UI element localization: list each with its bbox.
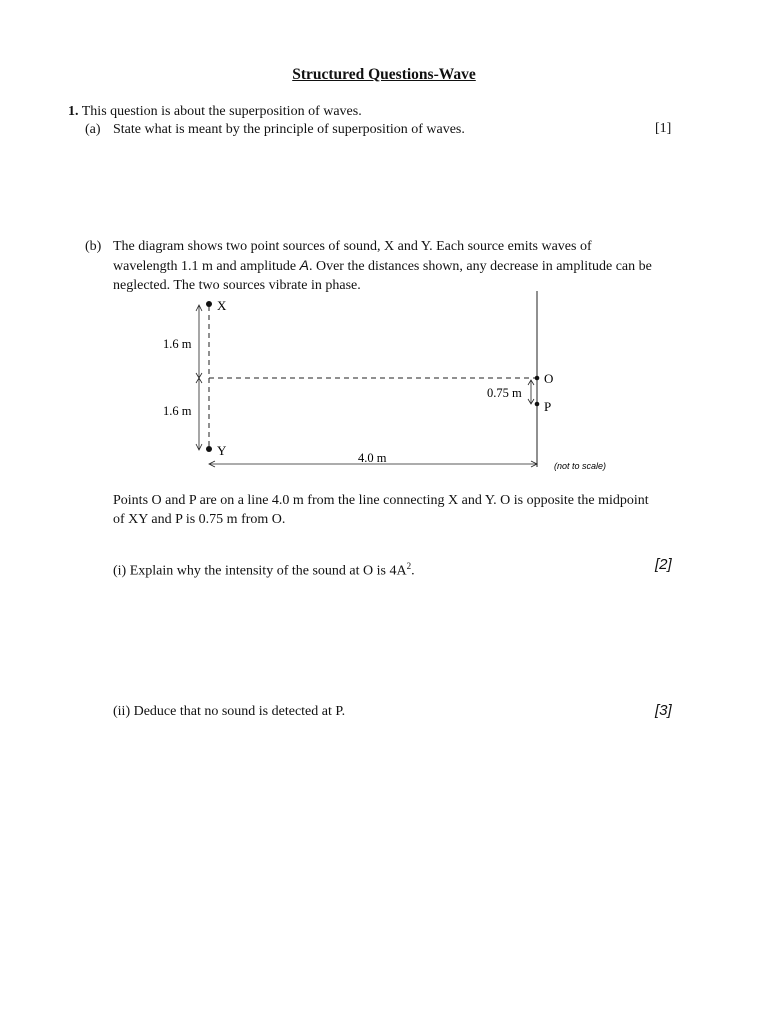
sources-diagram xyxy=(0,285,768,485)
part-a-text: State what is meant by the principle of superposition of waves. xyxy=(113,122,465,137)
point-p-dot xyxy=(535,402,540,407)
part-b-line-1: The diagram shows two point sources of sound, X and Y. Each source emits waves of xyxy=(113,239,592,254)
source-y-dot xyxy=(206,446,212,452)
question-1-intro xyxy=(68,103,362,121)
label-o: O xyxy=(544,371,554,386)
subquestion-i-text: (i) Explain why the intensity of the sound at O is 4A xyxy=(113,563,407,579)
subquestion-i-sup: 2 xyxy=(406,561,412,571)
part-b-line-2: wavelength 1.1 m and amplitude A. Over the distances shown, any decrease in amplitude can be xyxy=(113,257,652,274)
part-b-line-3: neglected. The two sources vibrate in phase. xyxy=(113,278,361,293)
subquestion-ii-text: (ii) Deduce that no sound is detected at P. xyxy=(113,704,346,719)
subquestion-i-marks: [2] xyxy=(655,556,672,573)
subquestion-i: (i) Explain why the intensity of the sound at O is $4A^2$. xyxy=(113,561,415,579)
points-line-1: Points O and P are on a line 4.0 m from the line connecting X and Y. O is opposite the midpoint xyxy=(113,493,649,508)
point-o-dot xyxy=(535,376,540,381)
label-dist-lower: 1.6 m xyxy=(163,404,192,418)
subquestion-ii-marks: [3] xyxy=(655,702,672,719)
label-x: X xyxy=(217,298,227,313)
source-x-dot xyxy=(206,301,212,307)
label-dist-upper: 1.6 m xyxy=(163,337,192,351)
points-line-2: of XY and P is 0.75 m from O. xyxy=(113,512,286,527)
label-y: Y xyxy=(217,443,227,458)
label-dist-horizontal: 4.0 m xyxy=(358,451,387,465)
scale-note: (not to scale) xyxy=(554,461,607,471)
points-paragraph xyxy=(113,491,733,529)
part-a-label: (a) xyxy=(85,122,101,137)
page-title: Structured Questions-Wave xyxy=(292,66,476,83)
part-b-label: (b) xyxy=(85,239,102,254)
amplitude-symbol: A xyxy=(299,257,309,273)
part-a-marks: [1] xyxy=(655,121,672,136)
label-p: P xyxy=(544,399,552,414)
label-dist-op: 0.75 m xyxy=(487,386,522,400)
question-number: 1. xyxy=(68,104,79,119)
question-intro-text: This question is about the superposition of waves. xyxy=(81,104,362,119)
